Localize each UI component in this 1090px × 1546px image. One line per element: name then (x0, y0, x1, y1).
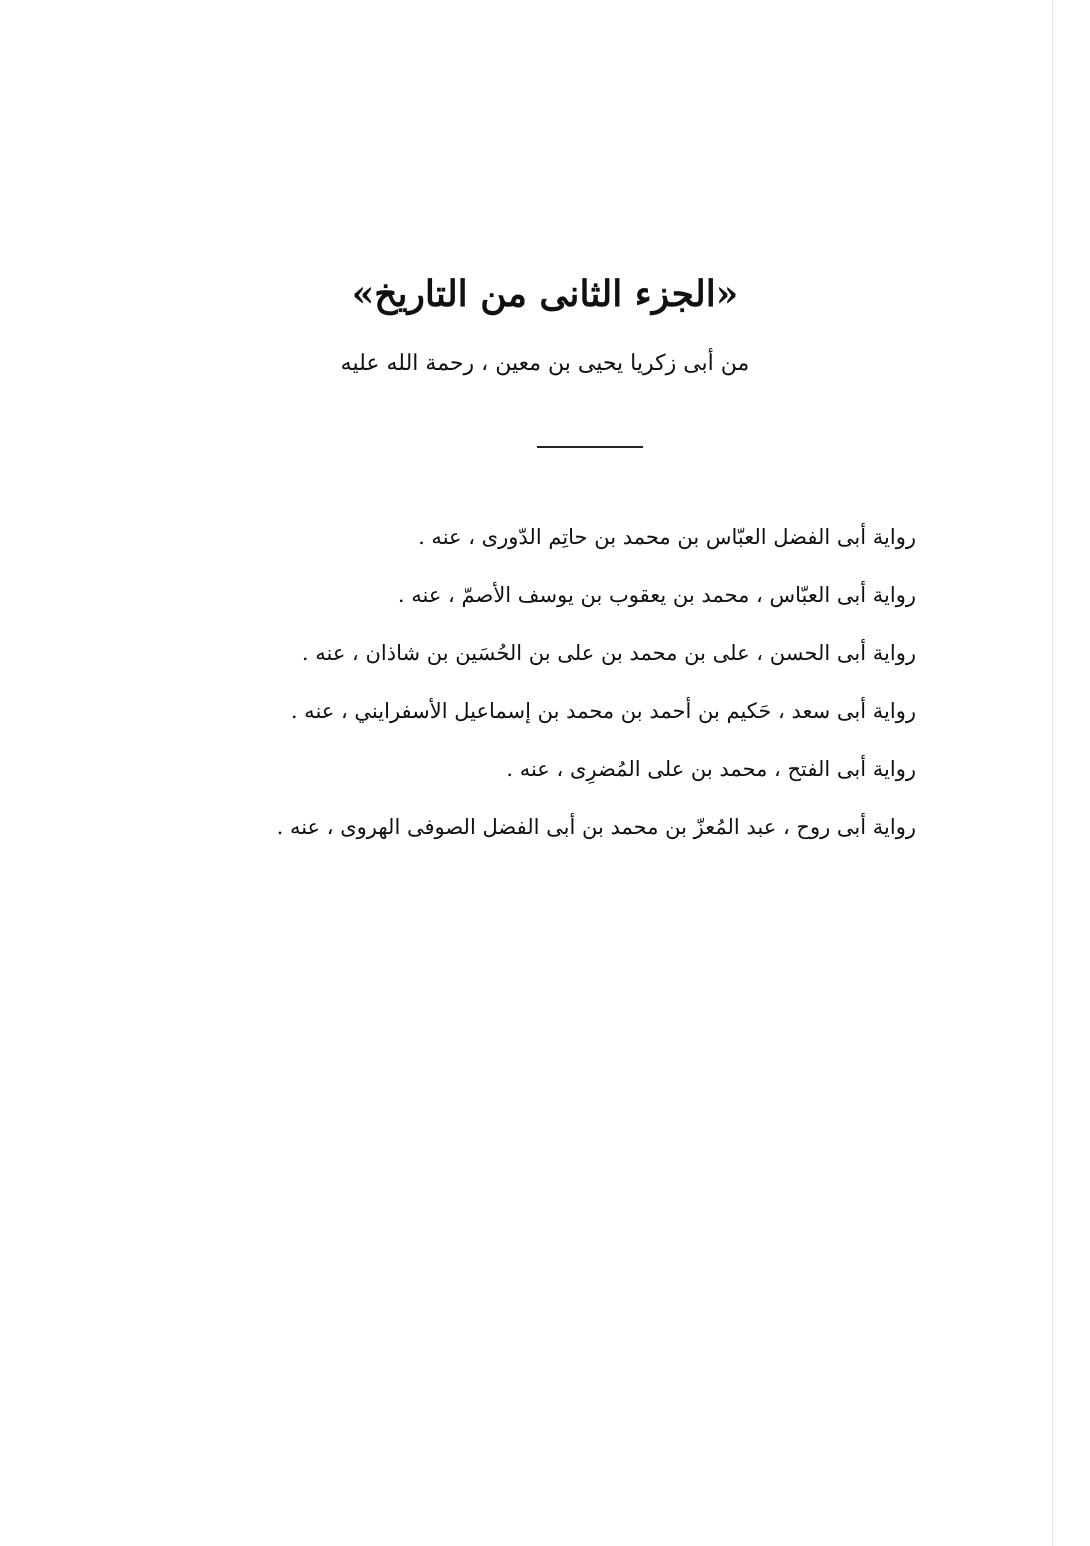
transmission-chain-line: رواية أبى الفضل العبّاس بن محمد بن حاتِم الدّورى ، عنه . (418, 525, 916, 549)
transmission-chain-line: رواية أبى الحسن ، على بن محمد بن على بن الحُسَين بن شاذان ، عنه . (301, 641, 916, 665)
transmission-chain-list (200, 508, 916, 856)
transmission-chain-line: رواية أبى روح ، عبد المُعزّ بن محمد بن أبى الفضل الصوفى الهروى ، عنه . (276, 815, 916, 839)
title-divider (537, 446, 643, 448)
page-title: «الجزء الثانى من التاريخ» (351, 273, 739, 315)
transmission-chain-line: رواية أبى العبّاس ، محمد بن يعقوب بن يوسف الأصمّ ، عنه . (397, 583, 916, 607)
page-edge-line (1052, 0, 1053, 1546)
transmission-chain-line: رواية أبى الفتح ، محمد بن على المُضرِى ، عنه . (506, 757, 916, 781)
transmission-chain-line: رواية أبى سعد ، حَكيم بن أحمد بن محمد بن إسماعيل الأسفرايني ، عنه . (290, 699, 916, 723)
page-subtitle: من أبى زكريا يحيى بن معين ، رحمة الله عليه (340, 351, 750, 376)
